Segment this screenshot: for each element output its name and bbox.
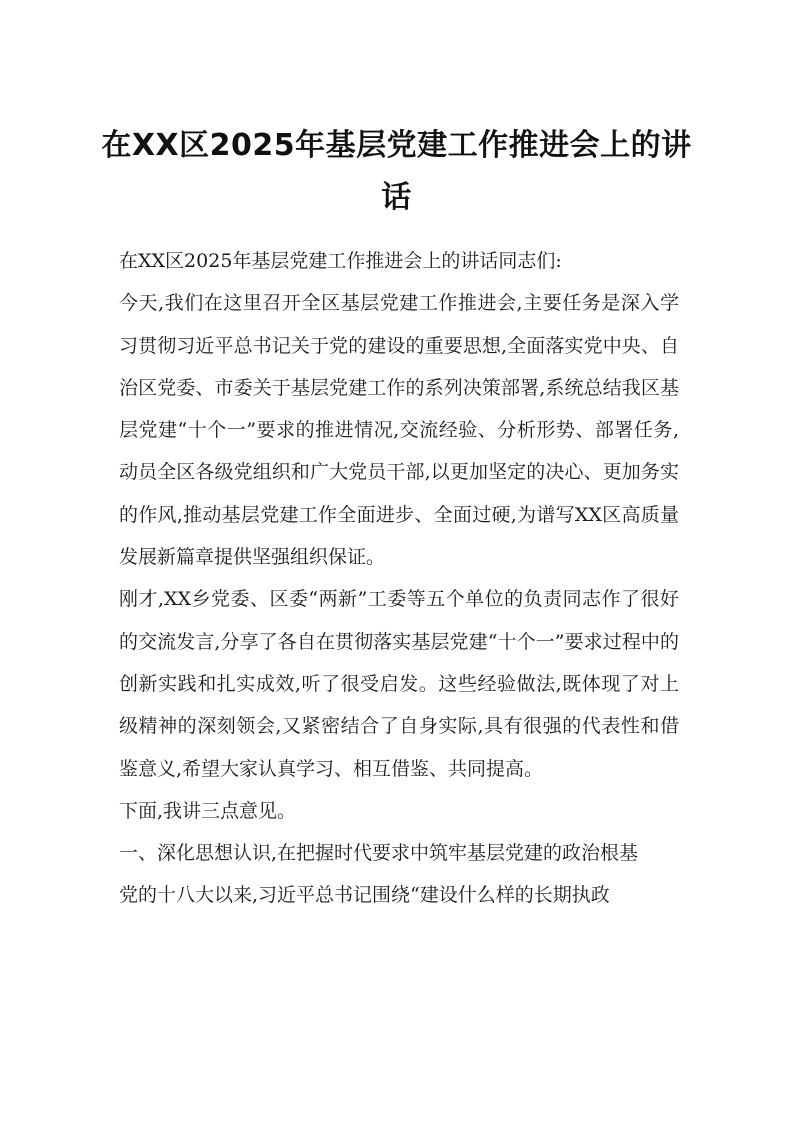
transition-paragraph: 下面,我讲三点意见。 xyxy=(119,799,297,822)
exchange-paragraph: 刚才,XX乡党委、区委“两新”工委等五个单位的负责同志作了很好的交流发言,分享了各自在贯彻落实基层党建“十个一”要求过程中的创新实践和扎实成效,听了很受启发。这些经验做法,既体现了对上级精神的深刻领会,又紧密结合了自身实际,具有很强的代表性和借鉴意义,希望大家认真学习、相互借鉴、共同提高。 xyxy=(119,588,679,780)
section-1-paragraph: 党的十八大以来,习近平总书记围绕“建设什么样的长期执政 xyxy=(119,884,610,907)
section-heading-1: 一、深化思想认识,在把握时代要求中筑牢基层党建的政治根基 xyxy=(119,842,639,865)
opening-paragraph: 今天,我们在这里召开全区基层党建工作推进会,主要任务是深入学习贯彻习近平总书记关于党的建设的重要思想,全面落实党中央、自治区党委、市委关于基层党建工作的系列决策部署,系统总结我区基层党建“十个一”要求的推进情况,交流经验、分析形势、部署任务,动员全区各级党组织和广大党员干部,以更加坚定的决心、更加务实的作风,推动基层党建工作全面进步、全面过硬,为谱写XX区高质量发展新篇章提供坚强组织保证。 xyxy=(119,292,679,569)
document-title: 在XX区2025年基层党建工作推进会上的讲话 xyxy=(101,128,692,215)
document-body xyxy=(119,240,679,917)
salutation-paragraph: 在XX区2025年基层党建工作推进会上的讲话同志们: xyxy=(119,250,562,272)
